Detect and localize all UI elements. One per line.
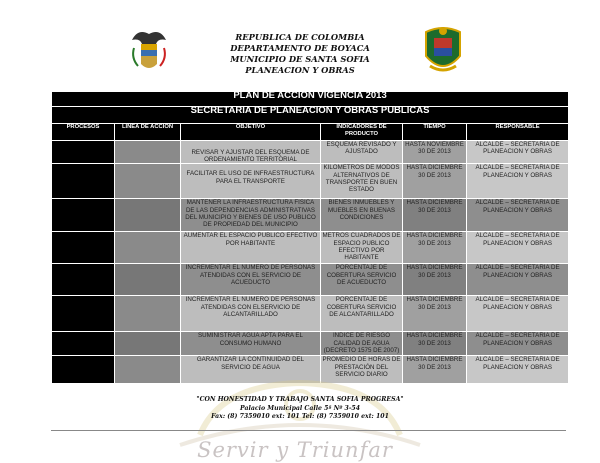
column-header-linea-de-accion: LINEA DE ACCION xyxy=(115,124,181,141)
tiempo-cell: HASTA DICIEMBRE 30 DE 2013 xyxy=(403,232,467,264)
linea-de-accion-cell xyxy=(115,296,181,332)
indicador-cell: ESQUEMA REVISADO Y AJUSTADO xyxy=(321,141,403,164)
responsable-cell: ALCALDE – SECRETARIA DE PLANEACION Y OBRAS xyxy=(467,264,569,296)
table-subtitle: SECRETARIA DE PLANEACION Y OBRAS PUBLICAS xyxy=(52,107,569,124)
responsable-cell: ALCALDE – SECRETARIA DE PLANEACION Y OBRAS xyxy=(467,199,569,232)
table-row xyxy=(52,199,569,232)
table-row xyxy=(52,164,569,199)
table-row xyxy=(52,332,569,356)
responsable-cell: ALCALDE – SECRETARIA DE PLANEACION Y OBRAS xyxy=(467,164,569,199)
objetivo-cell: AUMENTAR EL ESPACIO PUBLICO EFECTIVO POR HABITANTE xyxy=(181,232,321,264)
table-row xyxy=(52,141,569,164)
footer-address: Palacio Municipal Calle 5ª Nº 3-54 xyxy=(240,404,360,412)
responsable-cell: ALCALDE – SECRETARIA DE PLANEACION Y OBRAS xyxy=(467,232,569,264)
table-row xyxy=(52,232,569,264)
table-row xyxy=(52,264,569,296)
column-header-tiempo: TIEMPO xyxy=(403,124,467,141)
tiempo-cell: HASTA NOVIEMBRE 30 DE 2013 xyxy=(403,141,467,164)
table-row xyxy=(52,296,569,332)
procesos-cell xyxy=(52,264,115,296)
procesos-cell xyxy=(52,296,115,332)
linea-de-accion-cell xyxy=(115,199,181,232)
footer-contact: Fax: (8) 7359010 ext: 101 Tel: (8) 7359010 ext: 101 xyxy=(211,413,389,421)
document-footer xyxy=(140,396,460,422)
objetivo-cell: MANTENER LA INFRAESTRUCTURA FISICA DE LAS DEPENDENCIAS ADMINISTRATIVAS DEL MUNICIPIO Y BIENES DE USO PUBLICO DE PROPIEDAD DEL MUNICIPIO xyxy=(181,199,321,232)
tiempo-cell: HASTA DICIEMBRE 30 DE 2013 xyxy=(403,199,467,232)
tiempo-cell: HASTA DICIEMBRE 30 DE 2013 xyxy=(403,332,467,356)
procesos-cell xyxy=(52,332,115,356)
header-line-3: MUNICIPIO DE SANTA SOFIA xyxy=(230,54,370,64)
column-header-row xyxy=(52,124,569,141)
procesos-cell xyxy=(52,356,115,384)
responsable-cell: ALCALDE – SECRETARIA DE PLANEACION Y OBRAS xyxy=(467,296,569,332)
procesos-cell xyxy=(52,199,115,232)
indicador-cell: KILOMETROS DE MODOS ALTERNATIVOS DE TRANSPORTE EN BUEN ESTADO xyxy=(321,164,403,199)
indicador-cell: INDICE DE RIESGO CALIDAD DE AGUA (DECRETO 1575 DE 2007) xyxy=(321,332,403,356)
santa-sofia-shield-icon xyxy=(420,22,466,80)
header-text xyxy=(205,32,395,76)
linea-de-accion-cell xyxy=(115,164,181,199)
objetivo-cell: REVISAR Y AJUSTAR DEL ESQUEMA DE ORDENAMIENTO TERRITORIAL xyxy=(181,141,321,164)
linea-de-accion-cell xyxy=(115,264,181,296)
column-header-procesos: PROCESOS xyxy=(52,124,115,141)
indicador-cell: PROMEDIO DE HORAS DE PRESTACIÓN DEL SERVICIO DIARIO xyxy=(321,356,403,384)
tiempo-cell: HASTA DICIEMBRE 30 DE 2013 xyxy=(403,164,467,199)
indicador-cell: PORCENTAJE DE COBERTURA SERVICIO DE ACUEDUCTO xyxy=(321,264,403,296)
header-line-4: PLANEACION Y OBRAS xyxy=(245,65,355,75)
procesos-cell xyxy=(52,141,115,164)
linea-de-accion-cell xyxy=(115,232,181,264)
action-plan-table xyxy=(51,91,569,384)
header-line-1: REPUBLICA DE COLOMBIA xyxy=(235,32,365,42)
footer-divider xyxy=(51,430,566,431)
watermark-motto: Servir y Triunfar xyxy=(197,438,393,462)
objetivo-cell: FACILITAR EL USO DE INFRAESTRUCTURA PARA EL TRANSPORTE xyxy=(181,164,321,199)
header-line-2: DEPARTAMENTO DE BOYACA xyxy=(230,43,370,53)
objetivo-cell: GARANTIZAR LA CONTINUIDAD DEL SERVICIO DE AGUA xyxy=(181,356,321,384)
procesos-cell xyxy=(52,164,115,199)
tiempo-cell: HASTA DICIEMBRE 30 DE 2013 xyxy=(403,296,467,332)
colombia-coat-of-arms-icon xyxy=(128,26,170,76)
table-subtitle-row xyxy=(52,107,569,124)
linea-de-accion-cell xyxy=(115,332,181,356)
responsable-cell: ALCALDE – SECRETARIA DE PLANEACION Y OBRAS xyxy=(467,332,569,356)
procesos-cell xyxy=(52,232,115,264)
column-header-objetivo: OBJETIVO xyxy=(181,124,321,141)
responsable-cell: ALCALDE – SECRETARIA DE PLANEACION Y OBRAS xyxy=(467,356,569,384)
indicador-cell: METROS CUADRADOS DE ESPACIO PUBLICO EFECTIVO POR HABITANTE xyxy=(321,232,403,264)
table-title-row xyxy=(52,92,569,107)
objetivo-cell: SUMINISTRAR AGUA APTA PARA EL CONSUMO HUMANO xyxy=(181,332,321,356)
indicador-cell: BIENES INMUEBLES Y MUEBLES EN BUENAS CONDICIONES xyxy=(321,199,403,232)
objetivo-cell: INCREMENTAR EL NÚMERO DE PERSONAS ATENDIDAS CON EL SERVICIO DE ACUEDUCTO xyxy=(181,264,321,296)
indicador-cell: PORCENTAJE DE COBERTURA SERVICIO DE ALCANTARILLADO xyxy=(321,296,403,332)
footer-motto: "CON HONESTIDAD Y TRABAJO SANTA SOFIA PROGRESA" xyxy=(196,396,404,403)
linea-de-accion-cell xyxy=(115,141,181,164)
objetivo-cell: INCREMENTAR EL NÚMERO DE PERSONAS ATENDIDAS CON ELSERVICIO DE ALCANTARILLADO xyxy=(181,296,321,332)
column-header-indicadores: INDICADORES DE PRODUCTO xyxy=(321,124,403,141)
responsable-cell: ALCALDE – SECRETARIA DE PLANEACION Y OBRAS xyxy=(467,141,569,164)
column-header-responsable: RESPONSABLE xyxy=(467,124,569,141)
table-title: PLAN DE ACCION VIGENCIA 2013 xyxy=(52,92,569,107)
tiempo-cell: HASTA DICIEMBRE 30 DE 2013 xyxy=(403,264,467,296)
tiempo-cell: HASTA DICIEMBRE 30 DE 2013 xyxy=(403,356,467,384)
document-header xyxy=(0,0,600,88)
